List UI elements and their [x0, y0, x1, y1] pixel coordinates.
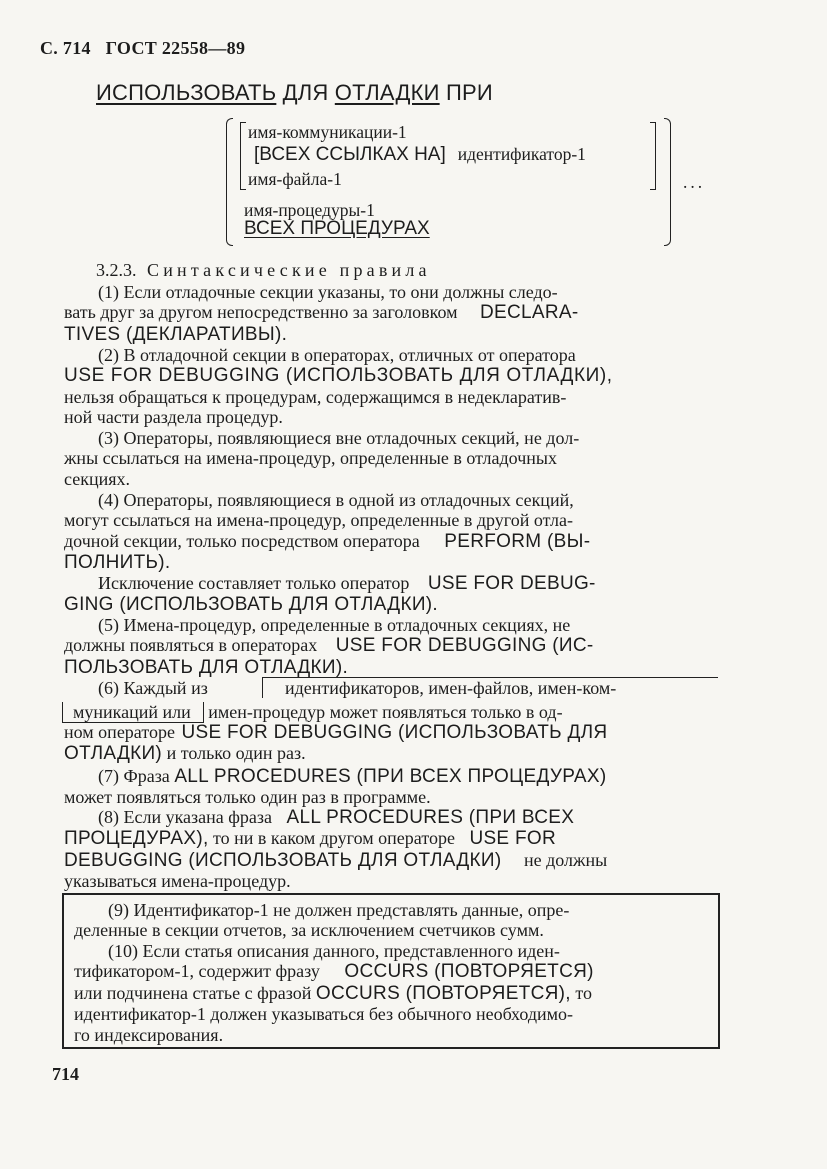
option-identifier: идентификатор-1 [457, 144, 586, 164]
rule-8-keyword-cont: ПРОЦЕДУРАХ), [64, 828, 209, 850]
rule-10 [74, 941, 706, 1045]
rule-6-box-bottom: муникаций или [62, 702, 204, 723]
exception-keyword: USE FOR DEBUG- [427, 573, 596, 594]
keyword-for: ДЛЯ [282, 80, 329, 105]
page-number: 714 [52, 1064, 79, 1084]
outer-brace-right [664, 118, 671, 246]
keyword-on: ПРИ [445, 80, 493, 105]
rule-2-line-4: ной части раздела процедур. [64, 407, 283, 428]
rule-3-line-2: жны ссылаться на имена-процедур, определенные в отладочных [64, 448, 557, 469]
rule-1-line-1: (1) Если отладочные секции указаны, то они должны следо- [98, 282, 558, 302]
rule-6-box-top: идентификаторов, имен-файлов, имен-ком- [262, 677, 718, 698]
rule-6-keyword-cont: ОТЛАДКИ) [64, 743, 163, 765]
rule-2 [64, 345, 719, 428]
exception-line-1: Исключение составляет только оператор [98, 573, 410, 593]
rule-5-line-2: должны появляться в операторах [64, 635, 318, 656]
rule-8-keyword: ALL PROCEDURES (ПРИ ВСЕХ [286, 807, 575, 828]
rule-5-keyword: USE FOR DEBUGGING (ИС- [335, 635, 594, 657]
rule-5 [64, 615, 719, 678]
section-number: 3.2.3. [96, 260, 137, 280]
rule-6 [64, 678, 719, 765]
rule-6-line-2: имен-процедур может появляться только в од- [208, 702, 563, 722]
option-comm-name: имя-коммуникации-1 [248, 122, 407, 142]
rule-3 [64, 428, 719, 489]
rule-1 [64, 282, 719, 345]
rule-7-keyword: ALL PROCEDURES (ПРИ ВСЕХ ПРОЦЕДУРАХ) [174, 766, 607, 787]
rule-exception [64, 573, 719, 616]
rule-8-keyword-2: USE FOR [469, 828, 556, 850]
rule-6-keyword: USE FOR DEBUGGING (ИСПОЛЬЗОВАТЬ ДЛЯ [181, 722, 608, 743]
rule-1-keyword-cont: TIVES (ДЕКЛАРАТИВЫ). [64, 323, 288, 345]
rule-7-line-2: может появляться только один раз в программе. [64, 787, 431, 808]
syntax-format-line [96, 80, 493, 106]
option-procedure-name: имя-процедуры-1 [244, 200, 375, 220]
rule-8-line-1: (8) Если указана фраза [98, 807, 273, 827]
option-all-procedures: ВСЕХ ПРОЦЕДУРАХ [244, 218, 430, 239]
option-refs-keyword: [ВСЕХ ССЫЛКАХ НА] [254, 144, 446, 165]
rule-5-keyword-cont: ПОЛЬЗОВАТЬ ДЛЯ ОТЛАДКИ). [64, 656, 349, 678]
repeat-ellipsis: ... [683, 172, 706, 192]
rule-8-line-2: то ни в каком другом операторе [213, 828, 455, 849]
section-heading [96, 260, 431, 281]
rule-5-line-1: (5) Имена-процедур, определенные в отладочных секциях, не [98, 615, 571, 635]
rule-6-line-3: ном операторе [64, 722, 175, 742]
rule-6-line-1: (6) Каждый из [98, 678, 208, 698]
rule-10-line-1: (10) Если статья описания данного, представленного иден- [108, 941, 560, 961]
rule-7-line-1: (7) Фраза [98, 766, 170, 786]
rule-10-line-3b: то [575, 982, 592, 1003]
rule-1-keyword: DECLARA- [480, 302, 579, 324]
rule-4 [64, 490, 719, 574]
rule-10-line-3: или подчинена статье с фразой [74, 982, 312, 1003]
outer-brace-left [226, 118, 233, 246]
keyword-debugging: ОТЛАДКИ [334, 80, 440, 105]
rule-8-line-3: не должны [523, 849, 608, 870]
rule-4-line-2: могут ссылаться на имена-процедур, определенные в другой отла- [64, 510, 573, 531]
rule-6-line-4: и только один раз. [166, 743, 306, 764]
inner-bracket-right [650, 122, 656, 190]
rule-4-keyword-cont: ПОЛНИТЬ). [64, 552, 171, 574]
rule-4-keyword: PERFORM (ВЫ- [444, 530, 591, 552]
rule-8 [64, 807, 719, 892]
section-title: Синтаксические правила [147, 260, 431, 280]
header-page-ref: С. 714 [40, 38, 91, 58]
rule-10-line-5: го индексирования. [74, 1024, 224, 1045]
rule-2-line-3: нельзя обращаться к процедурам, содержащимся в недекларатив- [64, 386, 567, 407]
rule-10-line-2: тификатором-1, содержит фразу [74, 961, 320, 982]
rule-4-line-1: (4) Операторы, появляющиеся в одной из отладочных секций, [98, 490, 574, 510]
rule-10-keyword-2: OCCURS (ПОВТОРЯЕТСЯ), [315, 982, 571, 1004]
option-file-name: имя-файла-1 [248, 169, 342, 189]
rule-10-keyword: OCCURS (ПОВТОРЯЕТСЯ) [344, 961, 594, 983]
rule-9-line-2: деленные в секции отчетов, за исключением счетчиков сумм. [74, 920, 544, 941]
rule-9 [74, 900, 706, 941]
rule-3-line-1: (3) Операторы, появляющиеся вне отладочных секций, не дол- [98, 428, 580, 448]
rule-4-line-3: дочной секции, только посредством оператора [64, 530, 420, 551]
keyword-use: ИСПОЛЬЗОВАТЬ [96, 80, 277, 105]
rule-10-line-4: идентификатор-1 должен указываться без обычного необходимо- [74, 1004, 574, 1025]
rule-1-line-2: вать друг за другом непосредственно за заголовком [64, 302, 458, 323]
rule-2-keyword: USE FOR DEBUGGING (ИСПОЛЬЗОВАТЬ ДЛЯ ОТЛАДКИ), [64, 365, 613, 387]
header-standard: ГОСТ 22558—89 [105, 38, 246, 58]
running-header [40, 38, 255, 59]
inner-bracket-left [240, 122, 246, 190]
rule-8-line-4: указываться имена-процедур. [64, 871, 291, 892]
rule-7 [64, 766, 719, 808]
option-refs-line [254, 144, 586, 166]
rule-3-line-3: секциях. [64, 468, 130, 489]
exception-keyword-cont: GING (ИСПОЛЬЗОВАТЬ ДЛЯ ОТЛАДКИ). [64, 594, 438, 616]
rule-8-keyword-2-cont: DEBUGGING (ИСПОЛЬЗОВАТЬ ДЛЯ ОТЛАДКИ) [64, 849, 502, 871]
rule-9-line-1: (9) Идентификатор-1 не должен представлять данные, опре- [108, 900, 570, 920]
rule-2-line-1: (2) В отладочной секции в операторах, отличных от оператора [98, 345, 576, 365]
